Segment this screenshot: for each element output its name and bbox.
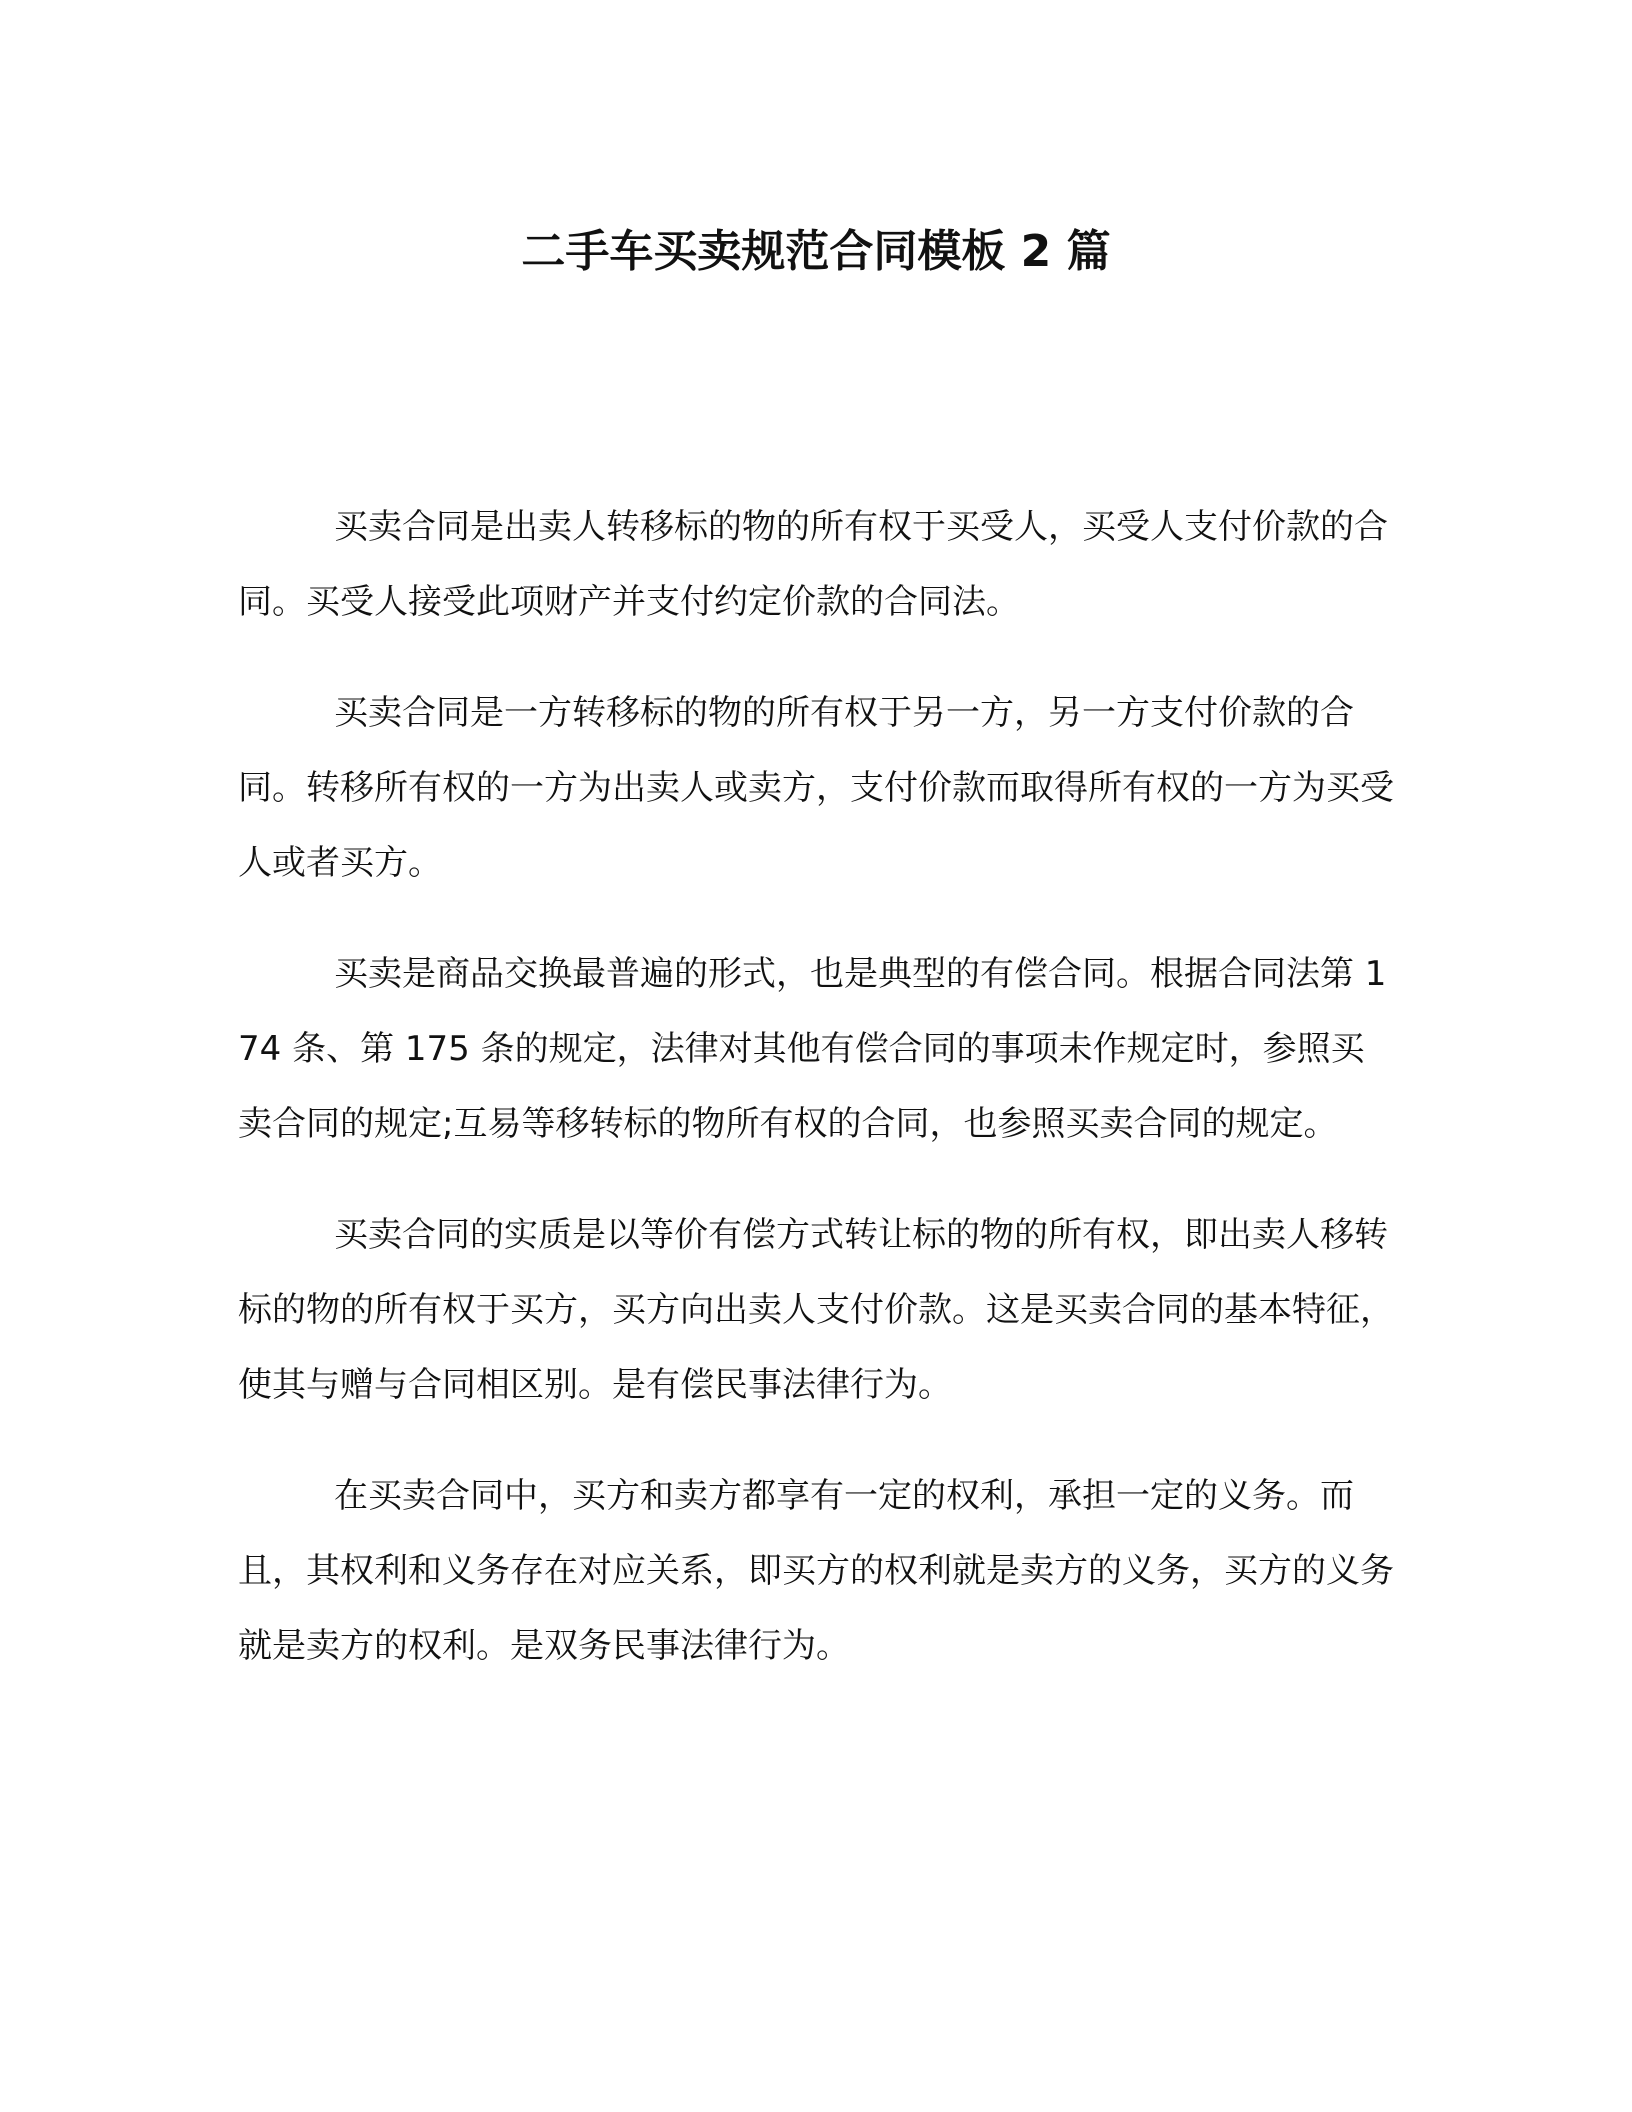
document-title: 二手车买卖规范合同模板 2 篇 [521,226,1111,277]
paragraph-4: 买卖合同的实质是以等价有偿方式转让标的物的所有权，即出卖人移转标的物的所有权于买方，买方向出卖人支付价款。这是买卖合同的基本特征，使其与赠与合同相区别。是有偿民事法律行为。 [238,1215,1394,1405]
paragraph-5: 在买卖合同中，买方和卖方都享有一定的权利，承担一定的义务。而且，其权利和义务存在对应关系，即买方的权利就是卖方的义务，买方的义务就是卖方的权利。是双务民事法律行为。 [238,1476,1394,1666]
document-body [238,490,1398,1720]
paragraph-3: 买卖是商品交换最普遍的形式，也是典型的有偿合同。根据合同法第 174 条、第 175 条的规定，法律对其他有偿合同的事项未作规定时，参照买卖合同的规定;互易等移转标的物所有权的合同，也参照买卖合同的规定。 [238,954,1387,1144]
paragraph-1: 买卖合同是出卖人转移标的物的所有权于买受人，买受人支付价款的合同。买受人接受此项财产并支付约定价款的合同法。 [238,507,1388,622]
paragraph-2: 买卖合同是一方转移标的物的所有权于另一方，另一方支付价款的合同。转移所有权的一方为出卖人或卖方，支付价款而取得所有权的一方为买受人或者买方。 [238,693,1394,883]
